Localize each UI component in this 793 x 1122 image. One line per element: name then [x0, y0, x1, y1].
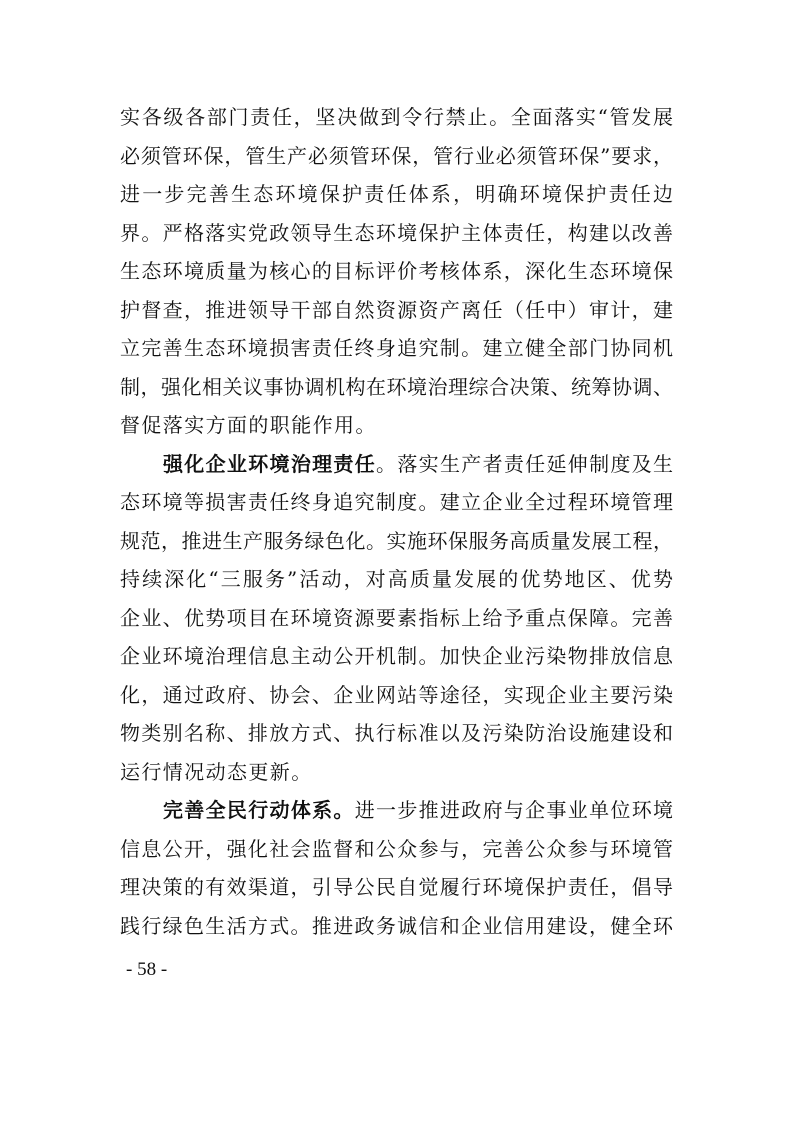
text-run: 进一步推进政府与企事业单位环境 [354, 798, 673, 822]
text-line: 运行情况动态更新。 [120, 759, 313, 784]
text-line: 护督查，推进领导干部自然资源资产离任（任中）审计，建 [120, 297, 673, 322]
page-number: - 58 - [126, 959, 168, 980]
text-line [163, 791, 673, 830]
text-line: 持续深化“三服务”活动，对高质量发展的优势地区、优势 [120, 567, 673, 591]
text-line: 物类别名称、排放方式、执行标准以及污染防治设施建设和 [120, 721, 673, 745]
text-line: 践行绿色生活方式。推进政务诚信和企业信用建设，健全环 [120, 913, 673, 938]
paragraph-enterprise-governance [120, 445, 673, 792]
text-line: 生态环境质量为核心的目标评价考核体系，深化生态环境保 [120, 259, 673, 283]
text-line: 界。严格落实党政领导生态环境保护主体责任，构建以改善 [120, 220, 673, 245]
text-line: 企业、优势项目在环境资源要素指标上给予重点保障。完善 [120, 605, 673, 630]
text-line: 督促落实方面的职能作用。 [120, 413, 377, 437]
text-line: 规范，推进生产服务绿色化。实施环保服务高质量发展工程， [120, 528, 673, 553]
text-line: 必须管环保，管生产必须管环保，管行业必须管环保”要求， [120, 143, 673, 168]
text-line: 信息公开，强化社会监督和公众参与，完善公众参与环境管 [120, 836, 673, 861]
body-text [120, 98, 673, 945]
text-line: 化，通过政府、协会、企业网站等途径，实现企业主要污染 [120, 682, 673, 707]
paragraph-responsibility [120, 98, 673, 445]
text-line: 态环境等损害责任终身追究制度。建立企业全过程环境管理 [120, 490, 673, 514]
text-line [163, 445, 673, 484]
text-line: 实各级各部门责任，坚决做到令行禁止。全面落实“管发展 [120, 105, 673, 129]
text-run: 。落实生产者责任延伸制度及生 [376, 451, 673, 476]
paragraph-heading: 强化企业环境治理责任 [163, 451, 377, 476]
text-line: 制，强化相关议事协调机构在环境治理综合决策、统筹协调、 [120, 374, 673, 399]
text-line: 进一步完善生态环境保护责任体系，明确环境保护责任边 [120, 182, 673, 206]
paragraph-heading: 完善全民行动体系。 [163, 798, 355, 822]
text-line: 企业环境治理信息主动公开机制。加快企业污染物排放信息 [120, 644, 673, 668]
paragraph-public-action [120, 791, 673, 945]
text-line: 立完善生态环境损害责任终身追究制。建立健全部门协同机 [120, 336, 673, 360]
text-line: 理决策的有效渠道，引导公民自觉履行环境保护责任，倡导 [120, 875, 673, 899]
